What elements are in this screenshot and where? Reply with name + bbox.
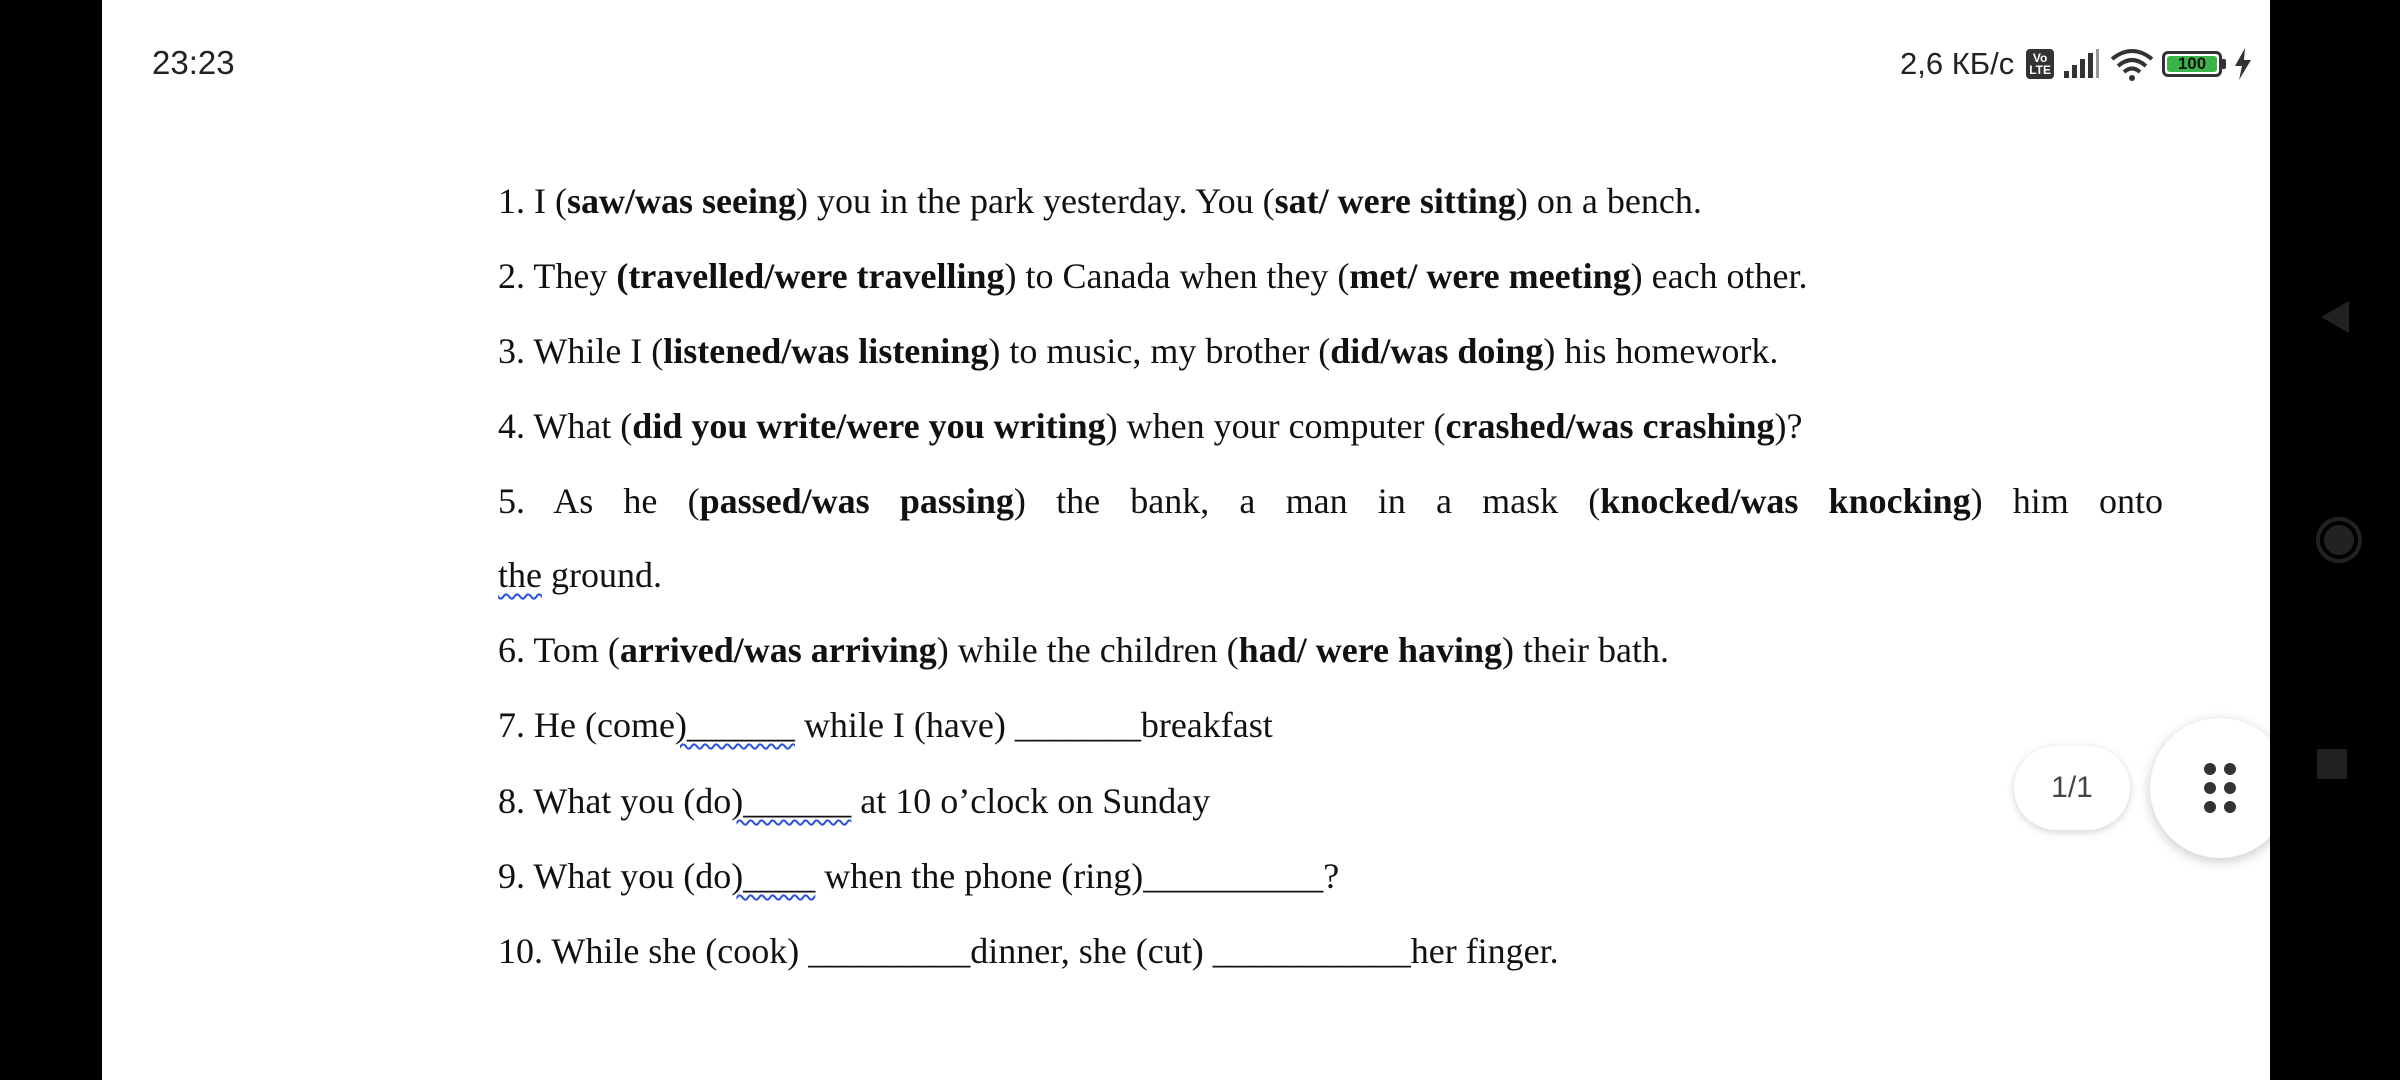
status-time: 23:23 bbox=[152, 44, 235, 81]
answer-options: knocked/was knocking bbox=[1600, 481, 1971, 521]
exercise-line-10 bbox=[498, 855, 1339, 897]
answer-options: met/ were meeting bbox=[1349, 256, 1631, 296]
sentence-text: ) to music, my brother ( bbox=[988, 331, 1331, 371]
answer-options: sat/ were sitting bbox=[1274, 181, 1516, 221]
sentence-text: ) you in the park yesterday. You ( bbox=[796, 181, 1275, 221]
answer-options: (travelled/were travelling bbox=[616, 256, 1005, 296]
sentence-text: ) when your computer ( bbox=[1105, 406, 1446, 446]
exercise-line-9 bbox=[498, 780, 1210, 822]
answer-options: passed/was passing bbox=[699, 481, 1014, 521]
sentence-text: ) their bath. bbox=[1502, 630, 1669, 670]
status-icons bbox=[1900, 44, 2252, 84]
recents-icon[interactable] bbox=[2315, 747, 2349, 781]
exercise-line-1 bbox=[498, 180, 1702, 222]
sentence-text: 9. What you (do bbox=[498, 856, 732, 896]
exercise-line-3 bbox=[498, 330, 1778, 372]
exercise-line-4 bbox=[498, 405, 1802, 447]
sentence-text: 8. What you (do bbox=[498, 781, 732, 821]
sentence-text: 5. As he ( bbox=[498, 481, 700, 521]
sentence-text: ) on a bench. bbox=[1515, 181, 1702, 221]
page-indicator-label: 1/1 bbox=[2051, 771, 2093, 804]
home-icon[interactable] bbox=[2315, 516, 2363, 564]
exercise-line-6 bbox=[498, 554, 662, 596]
sentence-text: )______ bbox=[674, 705, 795, 745]
battery-icon bbox=[2162, 51, 2222, 77]
menu-fab-button[interactable] bbox=[2150, 718, 2270, 858]
sentence-text: 3. While I ( bbox=[498, 331, 664, 371]
sentence-text: ground. bbox=[541, 555, 662, 595]
answer-options: had/ were having bbox=[1238, 630, 1503, 670]
answer-options: saw/was seeing bbox=[566, 181, 796, 221]
exercise-line-2 bbox=[498, 255, 1808, 297]
sentence-text: 10. While she (cook) _________dinner, she (cut) ___________her finger. bbox=[498, 931, 1559, 971]
charging-icon bbox=[2234, 48, 2252, 80]
wifi-icon bbox=[2110, 47, 2154, 81]
sentence-text: while I (have) _______breakfast bbox=[794, 705, 1273, 745]
battery-level: 100 bbox=[2177, 54, 2207, 73]
battery-tip bbox=[2222, 59, 2226, 69]
sentence-text: )____ bbox=[731, 856, 816, 896]
answer-options: listened/was listening bbox=[663, 331, 989, 371]
exercise-line-7 bbox=[498, 629, 1669, 671]
sentence-text: the bbox=[498, 555, 542, 595]
answer-options: arrived/was arriving bbox=[619, 630, 937, 670]
back-icon[interactable] bbox=[2315, 297, 2355, 337]
sentence-text: ) each other. bbox=[1630, 256, 1808, 296]
signal-icon bbox=[2062, 49, 2102, 79]
sentence-text: )______ bbox=[731, 781, 852, 821]
network-speed: 2,6 КБ/с bbox=[1899, 46, 2015, 81]
sentence-text: ) his homework. bbox=[1543, 331, 1779, 371]
page-indicator[interactable] bbox=[2014, 746, 2130, 830]
answer-options: did/was doing bbox=[1330, 331, 1544, 371]
sentence-text: when the phone (ring)__________? bbox=[815, 856, 1340, 896]
exercise-line-11 bbox=[498, 930, 1559, 972]
sentence-text: 7. He (come bbox=[498, 705, 675, 745]
sentence-text: )? bbox=[1774, 406, 1803, 446]
exercise-line-5 bbox=[498, 480, 2163, 522]
document-viewer-screen bbox=[102, 0, 2270, 1080]
sentence-text: ) while the children ( bbox=[936, 630, 1239, 670]
sentence-text: ) to Canada when they ( bbox=[1004, 256, 1350, 296]
sentence-text: 1. I ( bbox=[498, 181, 567, 221]
exercise-line-8 bbox=[498, 704, 1273, 746]
answer-options: did you write/were you writing bbox=[632, 406, 1106, 446]
sentence-text: ) him onto bbox=[1970, 481, 2163, 521]
volte-icon: Vo LTE bbox=[2026, 49, 2054, 79]
sentence-text: at 10 o’clock on Sunday bbox=[851, 781, 1211, 821]
sentence-text: 4. What ( bbox=[498, 406, 633, 446]
answer-options: crashed/was crashing bbox=[1445, 406, 1775, 446]
dots-grid-icon bbox=[2200, 761, 2240, 815]
sentence-text: 6. Tom ( bbox=[498, 630, 620, 670]
sentence-text: ) the bank, a man in a mask ( bbox=[1013, 481, 1601, 521]
sentence-text: 2. They bbox=[498, 256, 617, 296]
system-nav-bar bbox=[2270, 0, 2400, 1080]
